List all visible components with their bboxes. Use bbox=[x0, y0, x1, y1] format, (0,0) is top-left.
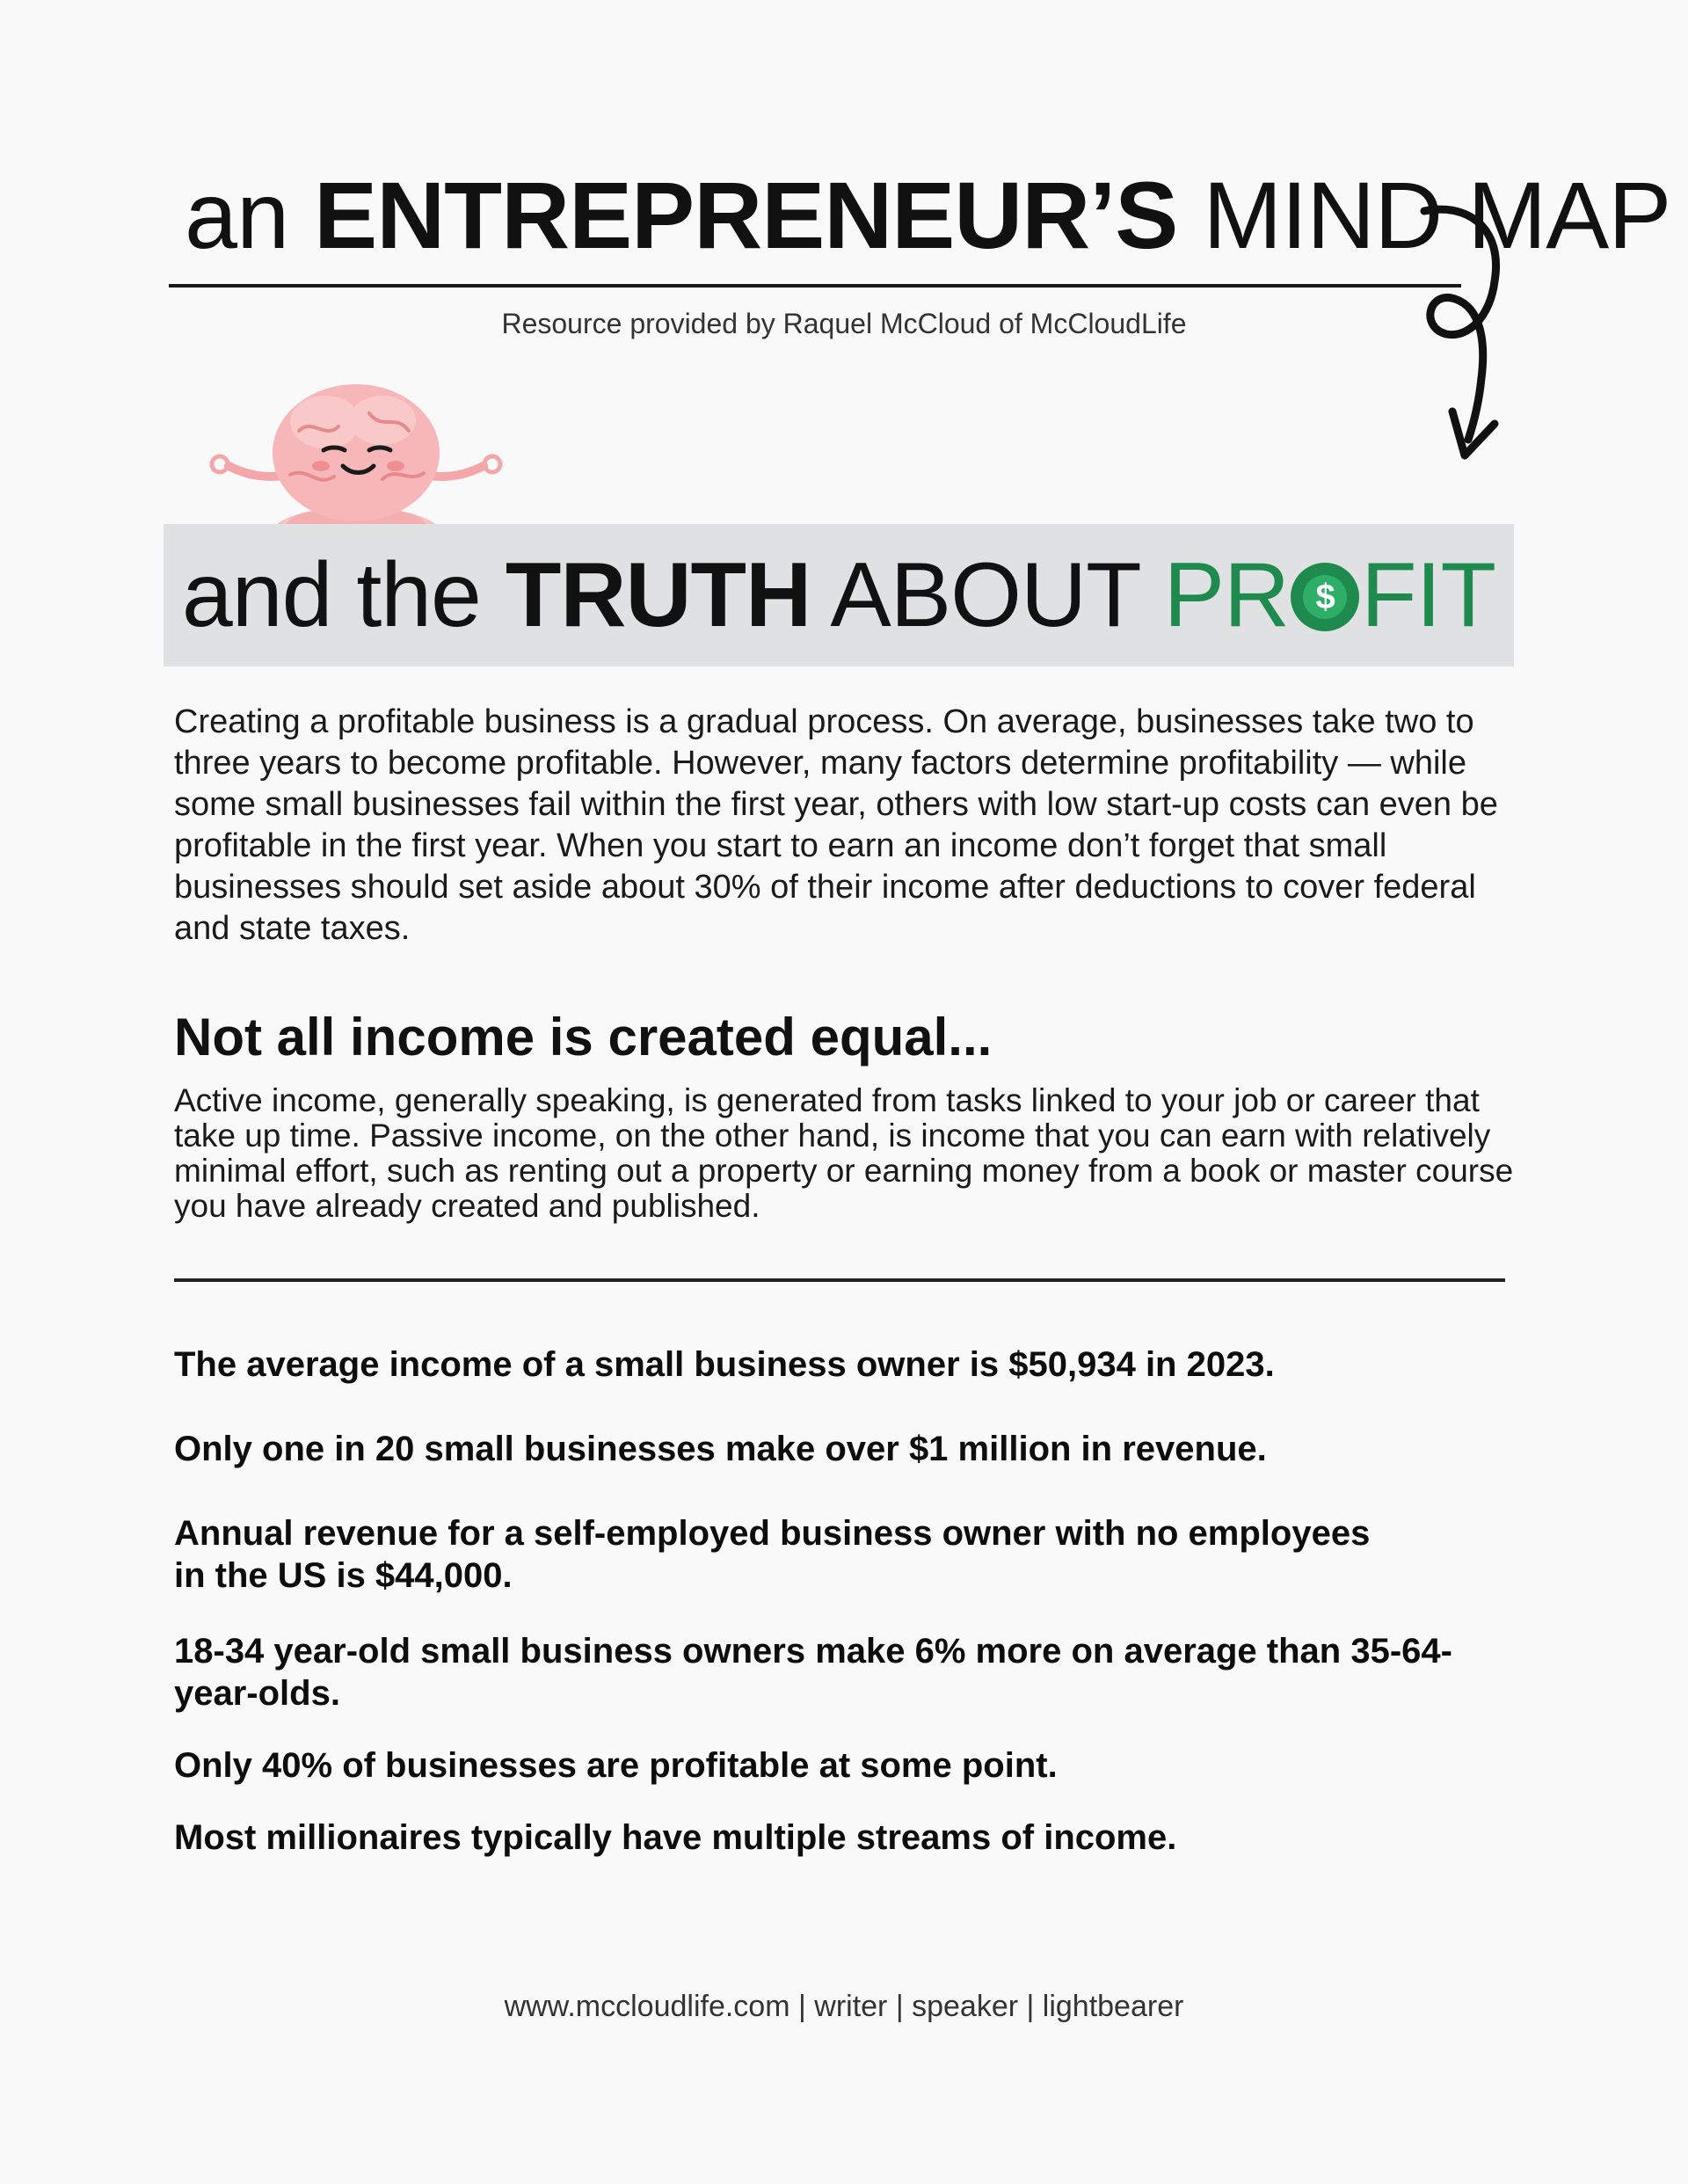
banner-profit-word bbox=[1164, 544, 1495, 646]
banner-profit-pr: PR bbox=[1163, 544, 1290, 646]
main-title bbox=[185, 158, 1671, 273]
dollar-coin-icon bbox=[1291, 563, 1359, 631]
income-paragraph: Active income, generally speaking, is generated from tasks linked to your job or career that take up time. Passive income, on the other hand, is income that you can earn with relatively minimal effort, such as renting out a property or earning money from a book or master course you have already created and published. bbox=[174, 1082, 1514, 1224]
banner-heading bbox=[164, 524, 1514, 666]
title-bold: ENTREPRENEUR’S bbox=[314, 162, 1178, 268]
title-divider bbox=[169, 284, 1461, 288]
banner-profit-fit: FIT bbox=[1361, 544, 1496, 646]
fact-one-in-twenty: Only one in 20 small businesses make over $1 million in revenue. bbox=[174, 1430, 1267, 1468]
banner-truth: TRUTH bbox=[505, 544, 811, 646]
title-pre: an bbox=[185, 162, 289, 268]
income-heading: Not all income is created equal... bbox=[174, 1008, 993, 1067]
banner-about: ABOUT bbox=[830, 544, 1139, 646]
banner-and-the: and the bbox=[181, 544, 481, 646]
footer-links: www.mccloudlife.com | writer | speaker | lightbearer bbox=[504, 1990, 1184, 2023]
subtitle: Resource provided by Raquel McCloud of McCloudLife bbox=[501, 308, 1187, 339]
section-divider bbox=[174, 1278, 1505, 1282]
swirl-arrow-icon bbox=[1407, 176, 1539, 466]
fact-average-income: The average income of a small business owner is $50,934 in 2023. bbox=[174, 1345, 1275, 1384]
fact-forty-percent: Only 40% of businesses are profitable at some point. bbox=[174, 1746, 1058, 1785]
intro-paragraph: Creating a profitable business is a gradual process. On average, businesses take two to three years to become profitable. However, many factors determine profitability — while some small businesses fail within the first year, others with low start-up costs can even be profitable in the first year. When you start to earn an income don’t forget that small businesses should set aside about 30% of their income after deductions to cover federal and state taxes. bbox=[174, 703, 1498, 947]
fact-millionaires: Most millionaires typically have multiple streams of income. bbox=[174, 1818, 1177, 1857]
fact-age-comparison: 18-34 year-old small business owners make 6% more on average than 35-64-year-olds. bbox=[174, 1632, 1452, 1713]
fact-self-employed-revenue: Annual revenue for a self-employed business owner with no employees in the US is $44,000. bbox=[174, 1514, 1371, 1595]
title-post: MIND MAP bbox=[1203, 162, 1671, 268]
coin-symbol: $ bbox=[1303, 575, 1347, 619]
